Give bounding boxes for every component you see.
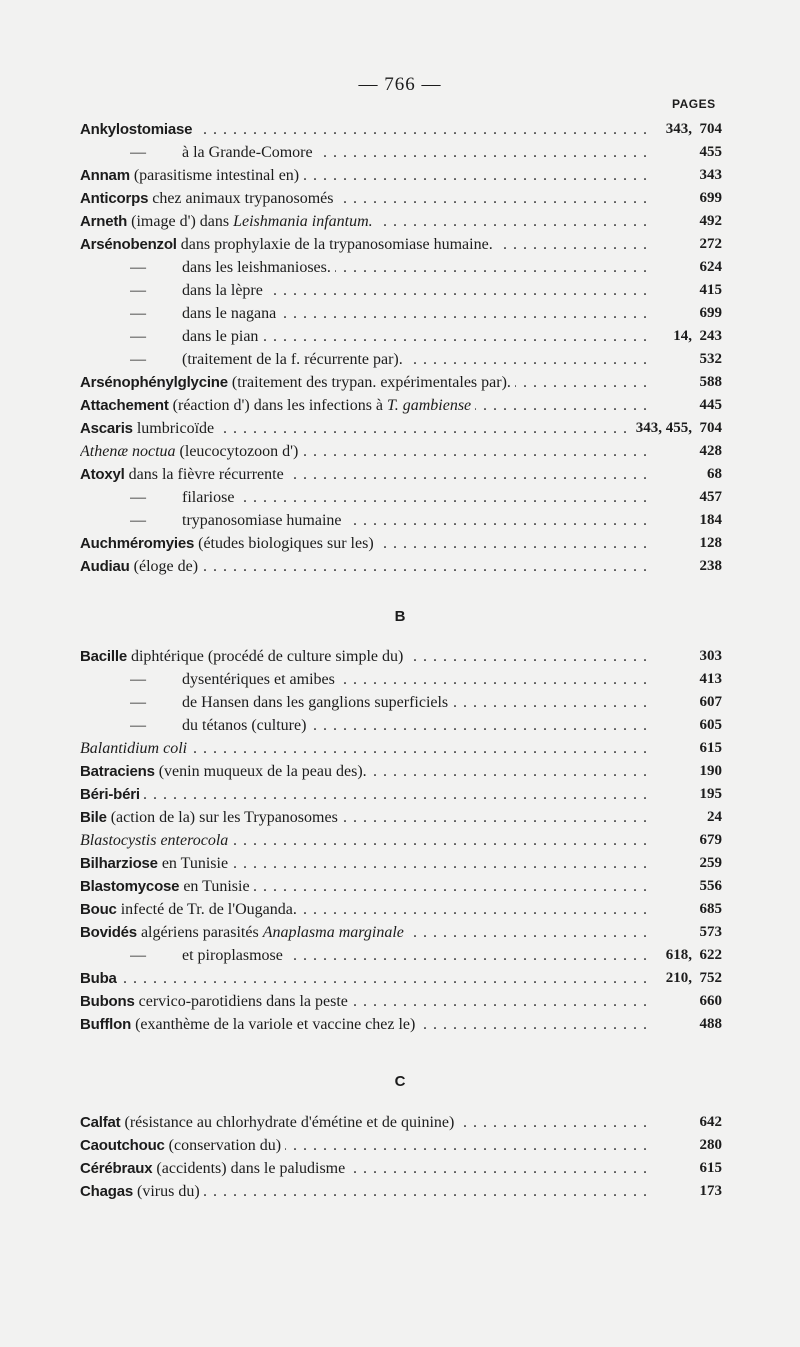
entry-headword: Cérébraux (80, 1160, 153, 1177)
index-entry (0, 806, 800, 829)
entry-label (80, 898, 648, 921)
entry-dash: — (130, 328, 146, 345)
entry-text (80, 786, 144, 803)
entry-label (80, 921, 648, 944)
entry-rest: infecté de Tr. de l'Ouganda. (116, 901, 297, 918)
entry-label (130, 668, 648, 691)
entry-page-number: 259 (699, 855, 722, 871)
index-entry (0, 921, 800, 944)
entry-label (130, 944, 648, 967)
entry-page-number: 699 (699, 305, 722, 321)
entry-page-number: 704 (699, 420, 722, 436)
entry-headword: Caoutchouc (80, 1137, 165, 1154)
entry-rest: dans prophylaxie de la trypanosomiase humaine. (176, 236, 493, 253)
index-entry (0, 256, 800, 279)
entry-label (130, 486, 648, 509)
entry-rest: de Hansen dans les ganglions superficiels (182, 694, 449, 711)
index-entry (0, 463, 800, 486)
entry-extra-page: 618, (662, 944, 692, 967)
entry-headword: Bile (80, 809, 107, 826)
index-entry (0, 1013, 800, 1036)
entry-label (80, 233, 648, 256)
entry-page-number: 532 (699, 351, 722, 367)
entry-label (130, 348, 648, 371)
entry-rest: (réaction d') dans les infections à (168, 397, 388, 414)
index-entry (0, 417, 800, 440)
entry-label (80, 1180, 648, 1203)
entry-rest: algériens parasités (136, 924, 263, 941)
entry-rest: dans le nagana (182, 305, 277, 322)
entry-label (80, 852, 648, 875)
entry-label (130, 325, 648, 348)
entry-text (80, 648, 407, 665)
entry-rest: (image d') dans (127, 213, 234, 230)
section-a-entries (0, 118, 800, 578)
entry-page-number: 704 (699, 121, 722, 137)
entry-rest: (études biologiques sur les) (194, 535, 374, 552)
entry-headword: Chagas (80, 1183, 133, 1200)
entry-page-number: 238 (699, 558, 722, 574)
entry-rest: (traitement de la f. récurrente par). (182, 351, 403, 368)
entry-headword: Arsénobenzol (80, 236, 177, 253)
entry-text (80, 1016, 419, 1033)
index-entry (0, 394, 800, 417)
entry-italic: Anaplasma marginale (262, 924, 404, 941)
entry-label (80, 417, 648, 440)
entry-headword: Blastomycose (80, 878, 180, 895)
entry-label (80, 394, 648, 417)
entry-label (130, 691, 648, 714)
entry-label (80, 829, 648, 852)
entry-rest: (leucocytozoon d') (175, 443, 299, 460)
entry-rest: diphtérique (procédé de culture simple du) (126, 648, 404, 665)
index-entry (0, 875, 800, 898)
entry-page-number: 243 (699, 328, 722, 344)
entry-page-number: 280 (699, 1137, 722, 1153)
entry-rest: dans le pian (182, 328, 259, 345)
entry-page-number: 488 (699, 1016, 722, 1032)
entry-text (80, 1183, 204, 1200)
entry-page-number: 195 (699, 786, 722, 802)
entry-page-number: 622 (699, 947, 722, 963)
entry-headword: Béri-béri (80, 786, 140, 803)
entry-text (80, 236, 497, 253)
entry-label (80, 783, 648, 806)
entry-page-number: 588 (699, 374, 722, 390)
entry-label (80, 737, 648, 760)
entry-text (80, 763, 371, 780)
entry-page-number: 415 (699, 282, 722, 298)
index-entry (0, 645, 800, 668)
entry-page-number: 413 (699, 671, 722, 687)
entry-label (130, 256, 648, 279)
entry-rest: lumbricoïde (132, 420, 215, 437)
section-letter-b: B (394, 608, 406, 625)
entry-extra-page: 343, (662, 118, 692, 141)
entry-page-number: 615 (699, 1160, 722, 1176)
entry-rest: (virus du) (133, 1183, 200, 1200)
entry-text (130, 717, 310, 734)
entry-page-number: 457 (699, 489, 722, 505)
index-entry (0, 1111, 800, 1134)
entry-label (80, 532, 648, 555)
entry-label (80, 164, 648, 187)
entry-text (80, 901, 301, 918)
index-entry (0, 371, 800, 394)
entry-dash: — (130, 512, 146, 529)
index-entry (0, 486, 800, 509)
entry-text (80, 809, 342, 826)
entry-label (130, 279, 648, 302)
entry-text (130, 694, 452, 711)
entry-headword: Buba (80, 970, 117, 987)
index-entry (0, 852, 800, 875)
entry-dash: — (130, 351, 146, 368)
entry-headword: Arsénophénylglycine (80, 374, 228, 391)
section-b-entries (0, 645, 800, 1036)
entry-rest: dans la lèpre (182, 282, 263, 299)
entry-label (80, 463, 648, 486)
entry-text (80, 993, 352, 1010)
entry-rest: (accidents) dans le paludisme (152, 1160, 346, 1177)
entry-text (80, 558, 202, 575)
entry-rest: et piroplasmose (182, 947, 283, 964)
entry-page-number: 455 (699, 144, 722, 160)
entry-italic-headword: Blastocystis enterocola (80, 832, 229, 849)
entry-headword: Bovidés (80, 924, 137, 941)
entry-label (130, 714, 648, 737)
entry-text (80, 121, 196, 138)
entry-dash: — (130, 305, 146, 322)
index-entry (0, 325, 800, 348)
entry-page-number: 128 (699, 535, 722, 551)
entry-page-number: 615 (699, 740, 722, 756)
index-entry (0, 944, 800, 967)
index-entry (0, 990, 800, 1013)
entry-dash: — (130, 144, 146, 161)
index-entry (0, 233, 800, 256)
section-letter-c: C (394, 1073, 406, 1090)
entry-page-number: 173 (699, 1183, 722, 1199)
index-entry (0, 783, 800, 806)
entry-label (130, 141, 648, 164)
index-entry (0, 1134, 800, 1157)
index-entry (0, 509, 800, 532)
entry-text (130, 259, 335, 276)
index-entry (0, 691, 800, 714)
entry-page-number: 184 (699, 512, 722, 528)
entry-rest: trypanosomiase humaine (182, 512, 342, 529)
entry-page-number: 428 (699, 443, 722, 459)
entry-text (80, 1160, 349, 1177)
entry-dash: — (130, 259, 146, 276)
index-entry (0, 164, 800, 187)
entry-label (80, 187, 648, 210)
entry-dash: — (130, 947, 146, 964)
entry-text (80, 443, 302, 460)
entry-rest: (résistance au chlorhydrate d'émétine et de quinine) (120, 1114, 455, 1131)
entry-text (130, 144, 317, 161)
entry-rest: en Tunisie (179, 878, 250, 895)
index-entry (0, 714, 800, 737)
index-entry (0, 555, 800, 578)
entry-headword: Anticorps (80, 190, 149, 207)
entry-text (130, 947, 287, 964)
entry-text (80, 855, 232, 872)
entry-text (80, 1114, 458, 1131)
index-entry (0, 279, 800, 302)
entry-rest: en Tunisie (157, 855, 229, 872)
entry-rest: (éloge de) (129, 558, 199, 575)
entry-dash: — (130, 282, 146, 299)
entry-rest: dans la fièvre récurrente (124, 466, 284, 483)
entry-text (130, 328, 262, 345)
entry-page-number: 752 (699, 970, 722, 986)
entry-rest: chez animaux trypanosomés (148, 190, 334, 207)
section-c-entries (0, 1111, 800, 1203)
entry-label (80, 967, 648, 990)
entry-label (80, 555, 648, 578)
entry-label (80, 1013, 648, 1036)
entry-page-number: 573 (699, 924, 722, 940)
index-entry (0, 668, 800, 691)
entry-page-number: 642 (699, 1114, 722, 1130)
entry-rest: filariose (182, 489, 235, 506)
entry-text (80, 924, 408, 941)
entry-extra-page: 210, (662, 967, 692, 990)
entry-label (80, 1134, 648, 1157)
index-entry (0, 348, 800, 371)
entry-label (80, 440, 648, 463)
entry-extra-page: 14, (669, 325, 692, 348)
entry-headword: Bacille (80, 648, 127, 665)
entry-rest: (traitement des trypan. expérimentales par). (227, 374, 511, 391)
entry-page-number: 68 (707, 466, 722, 482)
entry-extra-page: 343, 455, (632, 417, 692, 440)
entry-label (80, 1111, 648, 1134)
entry-page-number: 679 (699, 832, 722, 848)
entry-label (80, 645, 648, 668)
entry-label (80, 990, 648, 1013)
index-entry (0, 1157, 800, 1180)
entry-dash: — (130, 489, 146, 506)
entry-page-number: 190 (699, 763, 722, 779)
entry-headword: Bilharziose (80, 855, 158, 872)
entry-text (130, 489, 238, 506)
index-entry (0, 898, 800, 921)
entry-page-number: 699 (699, 190, 722, 206)
entry-headword: Attachement (80, 397, 169, 414)
index-entry (0, 760, 800, 783)
index-entry (0, 967, 800, 990)
entry-page-number: 660 (699, 993, 722, 1009)
entry-rest: (action de la) sur les Trypanosomes (106, 809, 338, 826)
entry-text (80, 213, 377, 230)
index-entry (0, 829, 800, 852)
entry-rest: (parasitisme intestinal en) (129, 167, 300, 184)
entry-rest: dans les leishmanioses. (182, 259, 331, 276)
entry-label (80, 371, 648, 394)
entry-label (130, 302, 648, 325)
entry-label (80, 1157, 648, 1180)
entry-label (80, 118, 648, 141)
entry-headword: Auchméromyies (80, 535, 195, 552)
index-entry (0, 187, 800, 210)
index-entry (0, 141, 800, 164)
index-entry (0, 1180, 800, 1203)
entry-rest: du tétanos (culture) (182, 717, 307, 734)
entry-headword: Arneth (80, 213, 128, 230)
entry-italic: Leishmania infantum. (233, 213, 373, 230)
index-entry (0, 210, 800, 233)
entry-rest: (exanthème de la variole et vaccine chez le) (131, 1016, 416, 1033)
entry-headword: Atoxyl (80, 466, 125, 483)
entry-label (80, 760, 648, 783)
entry-label (80, 210, 648, 233)
index-entry (0, 118, 800, 141)
entry-text (130, 351, 407, 368)
entry-italic-headword: Balantidium coli (80, 740, 188, 757)
entry-page-number: 492 (699, 213, 722, 229)
entry-headword: Calfat (80, 1114, 121, 1131)
entry-headword: Batraciens (80, 763, 155, 780)
entry-dash: — (130, 694, 146, 711)
entry-text (80, 535, 378, 552)
entry-rest: dysentériques et amibes (182, 671, 335, 688)
entry-dash: — (130, 671, 146, 688)
entry-headword: Annam (80, 167, 130, 184)
index-entry (0, 532, 800, 555)
entry-page-number: 605 (699, 717, 722, 733)
entry-text (80, 1137, 285, 1154)
entry-text (80, 420, 218, 437)
entry-label (130, 509, 648, 532)
entry-label (80, 806, 648, 829)
entry-text (130, 305, 280, 322)
pages-column-heading: PAGES (672, 97, 716, 111)
entry-page-number: 303 (699, 648, 722, 664)
entry-text (80, 167, 303, 184)
entry-rest: cervico-parotidiens dans la peste (134, 993, 348, 1010)
entry-italic: T. gambiense (387, 397, 472, 414)
entry-text (130, 671, 339, 688)
entry-text (130, 282, 267, 299)
entry-page-number: 624 (699, 259, 722, 275)
entry-text (80, 190, 338, 207)
entry-page-number: 445 (699, 397, 722, 413)
entry-text (130, 512, 346, 529)
entry-headword: Ankylostomiase (80, 121, 193, 138)
entry-text (80, 466, 288, 483)
entry-headword: Bufflon (80, 1016, 132, 1033)
entry-page-number: 343 (699, 167, 722, 183)
entry-headword: Audiau (80, 558, 130, 575)
entry-label (80, 875, 648, 898)
entry-rest: (conservation du) (164, 1137, 282, 1154)
entry-page-number: 272 (699, 236, 722, 252)
entry-dash: — (130, 717, 146, 734)
entry-page-number: 685 (699, 901, 722, 917)
entry-rest: à la Grande-Comore (182, 144, 313, 161)
entry-text (80, 397, 475, 414)
entry-headword: Ascaris (80, 420, 133, 437)
entry-rest: (venin muqueux de la peau des). (154, 763, 367, 780)
entry-text (80, 740, 191, 757)
page-number: — 766 — (358, 74, 442, 95)
index-entry (0, 440, 800, 463)
entry-text (80, 832, 232, 849)
entry-page-number: 556 (699, 878, 722, 894)
entry-headword: Bubons (80, 993, 135, 1010)
entry-text (80, 878, 254, 895)
entry-text (80, 970, 121, 987)
entry-page-number: 24 (707, 809, 722, 825)
index-entry (0, 737, 800, 760)
entry-text (80, 374, 515, 391)
entry-italic-headword: Athenæ noctua (80, 443, 176, 460)
entry-page-number: 607 (699, 694, 722, 710)
entry-headword: Bouc (80, 901, 117, 918)
index-entry (0, 302, 800, 325)
